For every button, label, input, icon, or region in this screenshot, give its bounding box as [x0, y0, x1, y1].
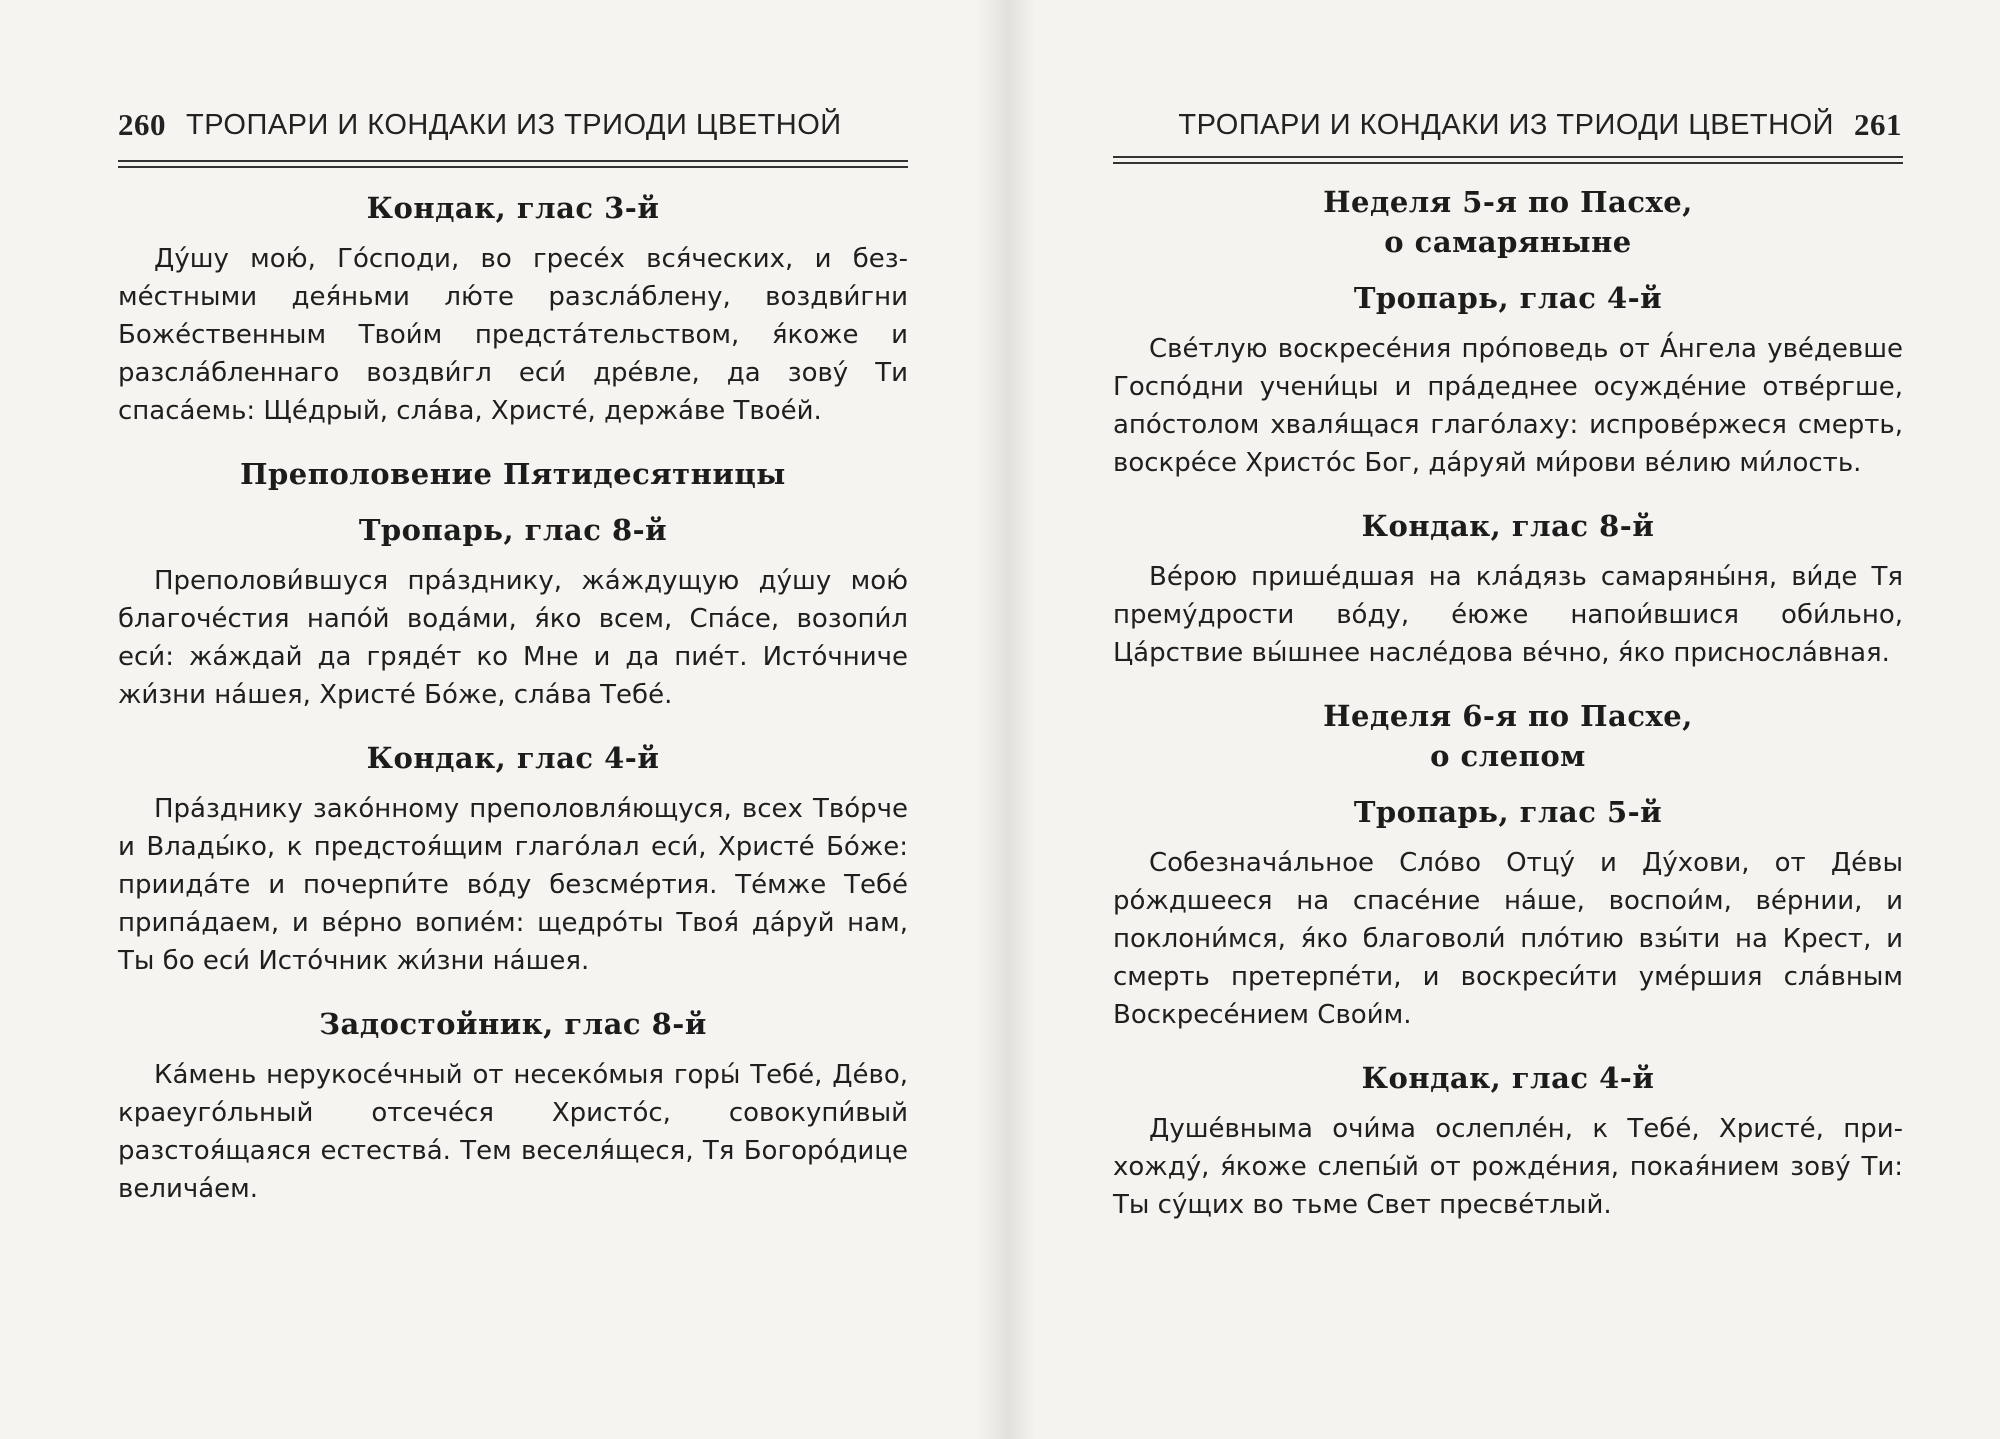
feast-subtitle: о самаряныне [1384, 225, 1632, 259]
right-page-content [1113, 182, 1903, 1224]
book-gutter [975, 0, 1035, 1439]
running-title: ТРОПАРИ И КОНДАКИ ИЗ ТРИОДИ ЦВЕТНОЙ [186, 108, 842, 141]
left-page-header [118, 95, 908, 155]
right-page-header [1112, 95, 1902, 155]
prayer-text: Пра́зднику зако́нному преполовля́ющуся, всех Тво́рче и Влады́ко, к предстоя́щим глаго́лал еси́, Христе́ Бо́же: приида́те и почерпи́те во́ду безсме́ртия. Те́мже Тебе́ припа́даем, и ве́рно вопие́м: щедро́ты Твоя́ да́руй нам, Ты бо еси́ Исто́чник жи́зни на́шея. [118, 794, 908, 976]
page-number: 260 [118, 107, 166, 142]
right-page [1000, 0, 2000, 1439]
prayer-text: Ка́мень нерукосе́чный от несеко́мыя горы́ Тебе́, Де́во, краеуго́льный отсече́ся Христо́с, совокупи́вый разстоя́щаяся естества́. Тем веселя́щеся, Тя Богоро́дице велича́ем. [118, 1060, 908, 1204]
feast-title: Неделя 5-я по Пасхе, [1323, 185, 1693, 219]
running-title: ТРОПАРИ И КОНДАКИ ИЗ ТРИОДИ ЦВЕТНОЙ [1178, 108, 1834, 141]
section-heading: Кондак, глас 3-й [366, 191, 660, 225]
header-rule [1113, 156, 1903, 166]
prayer-text: Преполови́вшуся пра́зднику, жа́ждущую ду́шу мою́ благоче́стия напо́й вода́ми, я́ко всем, Спа́се, возопи́л еси́: жа́ждай да гряде́т ко Мне и да пие́т. Исто́чниче жи́зни на́шея, Христе́ Бо́же, сла́ва Тебе́. [118, 566, 908, 710]
prayer-text: Душе́вныма очи́ма ослепле́н, к Тебе́, Христе́, прихожду́, я́коже слепы́й от рожде́ния, покая́нием зову́ Ти: Ты су́щих во тьме Свет пресве́тлый. [1113, 1114, 1903, 1220]
feast-title: Преполовение Пятидесятницы [240, 457, 786, 491]
section-heading: Задостойник, глас 8-й [319, 1007, 707, 1041]
feast-subtitle: о слепом [1430, 739, 1586, 773]
prayer-text: Собезнача́льное Сло́во Отцу́ и Ду́хови, от Де́вы ро́ждшееся на спасе́ние на́ше, воспои́м, ве́рнии, и поклони́мся, я́ко благоволи́ пло́тию взы́ти на Крест, и смерть претерпе́ти, и воскреси́ти уме́ршия сла́вным Воскресе́нием Свои́м. [1113, 848, 1903, 1030]
prayer-text: Ве́рою прише́дшая на кла́дязь самаряны́ня, ви́де Тя прему́дрости во́ду, е́юже напои́вшися оби́льно, Ца́рствие вы́шнее насле́дова ве́чно, я́ко присносла́вная. [1113, 562, 1903, 668]
section-heading: Кондак, глас 4-й [1361, 1061, 1655, 1095]
feast-title: Неделя 6-я по Пасхе, [1323, 699, 1693, 733]
left-page-content [118, 188, 908, 1208]
header-rule [118, 160, 908, 170]
prayer-text: Ду́шу мою́, Го́споди, во гресе́х вся́ческих, и безме́стными дея́ньми лю́те разсла́блену, воздви́гни Боже́ственным Твои́м предста́тельством, я́коже и разсла́бленнаго воздви́гл еси́ дре́вле, да зову́ Ти спаса́емь: Ще́дрый, сла́ва, Христе́, держа́ве Твое́й. [118, 244, 908, 426]
section-heading: Тропарь, глас 4-й [1353, 281, 1663, 315]
prayer-text: Све́тлую воскресе́ния про́поведь от А́нгела уве́девше Госпо́дни учени́цы и пра́деднее осужде́ние отве́ргше, апо́столом хваля́щася глаго́лаху: испрове́ржеся смерть, воскре́се Христо́с Бог, да́руяй ми́рови ве́лию ми́лость. [1113, 334, 1903, 478]
page-number: 261 [1854, 107, 1902, 142]
section-heading: Тропарь, глас 5-й [1353, 795, 1663, 829]
section-heading: Кондак, глас 8-й [1361, 509, 1655, 543]
section-heading: Кондак, глас 4-й [366, 741, 660, 775]
section-heading: Тропарь, глас 8-й [358, 513, 668, 547]
